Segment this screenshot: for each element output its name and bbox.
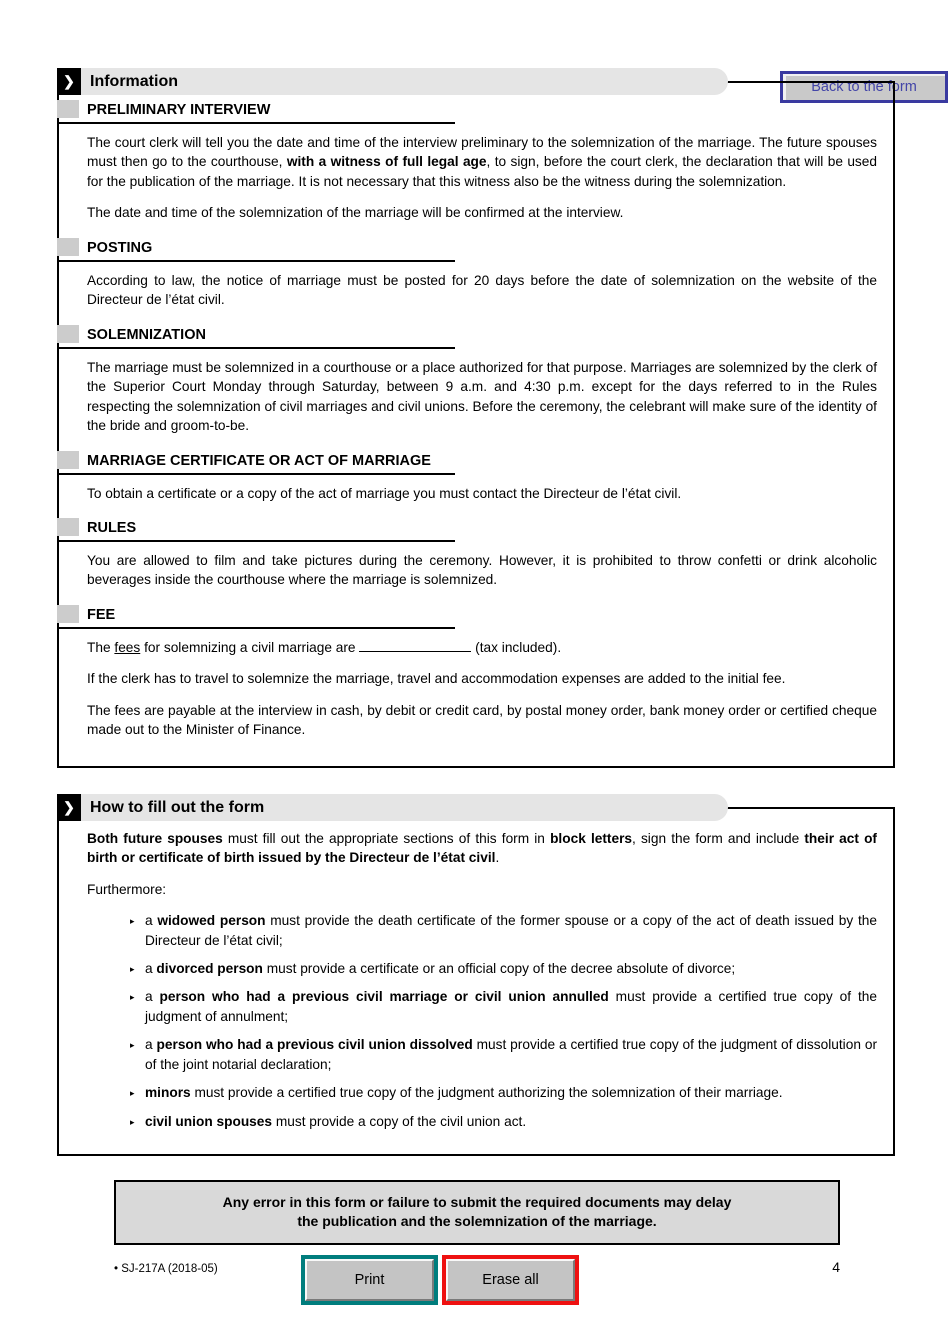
section-title: RULES — [87, 519, 137, 536]
warning-line-1: Any error in this form or failure to submit the required documents may delay — [222, 1194, 732, 1211]
print-button[interactable] — [301, 1255, 438, 1305]
section-heading — [59, 322, 455, 349]
bold-text-segment: person who had a previous civil marriage or civil union annulled — [159, 989, 609, 1005]
text-segment: , to sign, before the court clerk, the declaration that will be used for the publication of the marriage. It is not necessary that this witness also be the witness during the solemnization. — [87, 154, 878, 189]
bold-text-segment: with a witness of full legal age — [286, 154, 487, 170]
bullet-arrow-icon: ▸ — [130, 1116, 135, 1127]
bold-text-segment: their act of birth or certificate of birth issued by the Directeur de l’état civil — [87, 830, 877, 866]
paragraph — [87, 638, 877, 657]
text-segment: a — [145, 913, 158, 929]
bold-text-segment: civil union spouses — [145, 1113, 273, 1129]
information-panel — [57, 68, 895, 768]
section-marker-square — [57, 238, 79, 256]
section-heading — [59, 235, 455, 262]
paragraph — [87, 358, 877, 436]
info-section — [59, 235, 893, 310]
bold-text-segment: divorced person — [156, 960, 263, 976]
page-number: 4 — [832, 1258, 840, 1275]
text-segment: (tax included). — [471, 639, 562, 655]
information-panel-title: Information — [81, 68, 728, 95]
text-segment: must provide the death certificate of the former spouse or a copy of the act of death issued by the Directeur de l’état civil; — [145, 913, 877, 948]
bullet-text — [145, 1035, 877, 1074]
section-marker-square — [57, 451, 79, 469]
text-segment: a — [145, 960, 157, 976]
bullet-list — [59, 911, 893, 1131]
warning-box — [114, 1180, 840, 1245]
howto-header — [57, 794, 895, 821]
section-heading — [59, 97, 455, 124]
form-button-group — [301, 1255, 579, 1305]
section-heading — [59, 448, 455, 475]
warning-line-2: the publication and the solemnization of the marriage. — [297, 1213, 657, 1230]
section-marker-square — [57, 518, 79, 536]
information-header — [57, 68, 895, 95]
bullet-text — [145, 1112, 877, 1131]
text-segment: a — [145, 989, 160, 1005]
info-section — [59, 515, 893, 590]
back-button-label: Back to the form — [811, 79, 917, 95]
howto-panel — [57, 794, 895, 1156]
bold-text-segment: Both future spouses — [87, 830, 223, 846]
paragraph — [87, 669, 877, 688]
bullet-item — [130, 1112, 877, 1131]
bullet-item — [130, 1035, 877, 1074]
paragraph — [87, 133, 877, 191]
text-segment: To obtain a certificate or a copy of the act of marriage you must contact the Directeur de l’état civil. — [87, 485, 682, 501]
erase-all-button-label: Erase all — [446, 1259, 575, 1301]
bold-text-segment: widowed person — [157, 913, 266, 929]
bullet-item — [130, 987, 877, 1026]
bullet-item — [130, 911, 877, 950]
bold-text-segment: block letters — [550, 830, 633, 846]
text-segment: You are allowed to film and take pictures during the ceremony. However, it is prohibited to throw confetti or drink alcoholic beverages inside the courthouse where the marriage is solemnized. — [87, 552, 877, 588]
section-title: POSTING — [87, 239, 153, 256]
section-marker-square — [57, 605, 79, 623]
fee-amount-blank[interactable] — [359, 639, 471, 652]
paragraph — [87, 271, 877, 310]
text-segment: must provide a copy of the civil union act. — [272, 1113, 527, 1129]
text-segment: The — [87, 639, 115, 655]
section-marker-square — [57, 100, 79, 118]
text-segment: , sign the form and include — [632, 830, 805, 846]
section-title: FEE — [87, 606, 116, 623]
bullet-text — [145, 911, 877, 950]
section-title: MARRIAGE CERTIFICATE OR ACT OF MARRIAGE — [87, 452, 431, 469]
bullet-arrow-icon: ▸ — [130, 992, 135, 1003]
howto-content — [57, 807, 895, 1156]
text-segment: The fees are payable at the interview in cash, by debit or credit card, by postal money order, bank money order or certified cheque made out to the Minister of Finance. — [87, 702, 877, 738]
info-section — [59, 448, 893, 503]
bullet-item — [130, 1083, 877, 1102]
furthermore-label: Furthermore: — [87, 881, 167, 897]
erase-all-button[interactable] — [442, 1255, 579, 1305]
section-title: SOLEMNIZATION — [87, 326, 206, 343]
bullet-arrow-icon: ▸ — [130, 916, 135, 927]
section-marker-square — [57, 325, 79, 343]
text-segment: must provide a certificate or an official copy of the decree absolute of divorce; — [262, 960, 736, 976]
bullet-text — [145, 1083, 877, 1102]
text-segment: must provide a certified true copy of the judgment authorizing the solemnization of their marriage. — [190, 1085, 783, 1101]
info-section — [59, 602, 893, 740]
chevron-right-icon: ❯ — [57, 794, 81, 821]
paragraph — [87, 701, 877, 740]
fees-link[interactable]: fees — [114, 639, 141, 655]
howto-panel-title: How to fill out the form — [81, 794, 728, 821]
howto-intro-paragraph — [87, 829, 877, 868]
bullet-item — [130, 959, 877, 978]
document-body — [57, 68, 895, 1317]
print-button-label: Print — [305, 1259, 434, 1301]
bold-text-segment: person who had a previous civil union dissolved — [156, 1037, 473, 1053]
text-segment: The marriage must be solemnized in a courthouse or a place authorized for that purpose. Marriages are solemnized by the clerk of the Superior Court Monday through Saturday, between 9 a.m. and 4:30 p.m. except for the days referred to in the Rules respecting the solemnization of civil marriages and civil unions. Before the ceremony, the celebrant will make sure of the identity of the bride and groom-to-be. — [87, 359, 877, 434]
information-content — [57, 81, 895, 768]
bullet-text — [145, 959, 877, 978]
bullet-arrow-icon: ▸ — [130, 1040, 135, 1051]
text-segment: must provide a certified true copy of the judgment of annulment; — [145, 989, 877, 1024]
text-segment: The date and time of the solemnization of the marriage will be confirmed at the interview. — [87, 205, 624, 221]
text-segment: must provide a certified true copy of the judgment of dissolution or of the joint notarial declaration; — [145, 1037, 878, 1072]
paragraph — [87, 551, 877, 590]
bullet-arrow-icon: ▸ — [130, 963, 135, 974]
text-segment: The court clerk will tell you the date and time of the interview preliminary to the solemnization of the marriage. The future spouses must then go to the courthouse, — [87, 135, 877, 170]
text-segment: According to law, the notice of marriage must be posted for 20 days before the date of solemnization on the website of the Directeur de l’état civil. — [87, 272, 877, 308]
paragraph — [87, 484, 877, 503]
bullet-text — [145, 987, 877, 1026]
bold-text-segment: minors — [145, 1085, 191, 1101]
text-segment: If the clerk has to travel to solemnize the marriage, travel and accommodation expenses are added to the initial fee. — [87, 671, 786, 687]
section-heading — [59, 602, 455, 629]
text-segment: . — [495, 850, 500, 866]
bullet-arrow-icon: ▸ — [130, 1088, 135, 1099]
page-footer — [114, 1255, 840, 1317]
text-segment: for solemnizing a civil marriage are — [140, 639, 360, 655]
section-title: PRELIMINARY INTERVIEW — [87, 102, 271, 118]
info-section — [59, 322, 893, 436]
info-section — [59, 97, 893, 223]
text-segment: a — [145, 1037, 157, 1053]
chevron-right-icon: ❯ — [57, 68, 81, 95]
form-number: • SJ-217A (2018-05) — [114, 1262, 218, 1275]
paragraph — [87, 203, 877, 222]
section-heading — [59, 515, 455, 542]
text-segment: must fill out the appropriate sections of this form in — [222, 830, 551, 846]
